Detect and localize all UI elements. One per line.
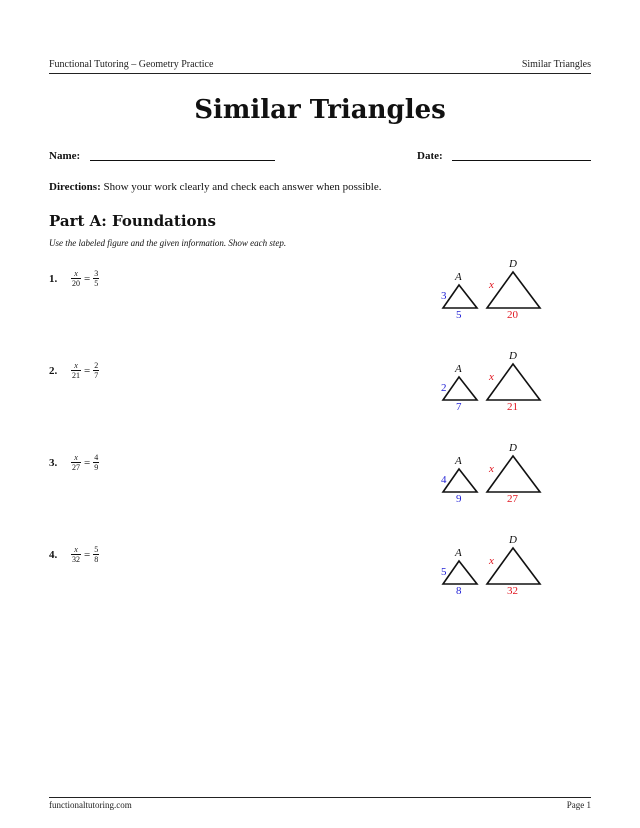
problem-1: [49, 258, 591, 353]
problem-3: [49, 442, 591, 537]
proportion-equation: [71, 545, 99, 564]
rhs-fraction: [93, 361, 99, 380]
rhs-numerator: 3: [94, 269, 99, 278]
rhs-numerator: 2: [94, 361, 99, 370]
rhs-numerator: 4: [94, 453, 99, 462]
small-side-label: 5: [441, 566, 447, 578]
lhs-denominator: 27: [72, 463, 80, 472]
large-side-label: x: [489, 555, 494, 567]
lhs-fraction: [71, 545, 81, 564]
lhs-denominator: 21: [72, 371, 80, 380]
equals-sign: =: [84, 456, 91, 469]
header-rule: [49, 73, 591, 74]
rhs-fraction: [93, 453, 99, 472]
page-title: Similar Triangles: [194, 95, 446, 125]
small-base-label: 9: [456, 493, 462, 505]
large-vertex-label: D: [509, 350, 517, 362]
problem-number: 2.: [49, 365, 58, 377]
name-label: Name:: [49, 150, 81, 162]
small-side-label: 3: [441, 290, 447, 302]
large-triangle: [487, 548, 540, 584]
small-triangle: [443, 561, 477, 584]
directions-text: Show your work clearly and check each answer when possible.: [103, 181, 382, 193]
small-triangle: [443, 469, 477, 492]
large-base-label: 20: [507, 309, 518, 321]
date-label: Date:: [417, 150, 443, 162]
rhs-denominator: 5: [94, 279, 99, 288]
lhs-numerator: x: [74, 545, 78, 554]
rhs-denominator: 9: [94, 463, 99, 472]
large-triangle: [487, 272, 540, 308]
similar-triangles-figure: [437, 442, 547, 517]
problem-number: 3.: [49, 457, 58, 469]
large-vertex-label: D: [509, 258, 517, 270]
equals-sign: =: [84, 548, 91, 561]
directions: [49, 181, 381, 193]
small-base-label: 8: [456, 585, 462, 597]
triangles-drawing: [437, 353, 547, 425]
small-vertex-label: A: [455, 547, 462, 559]
small-base-label: 7: [456, 401, 462, 413]
similar-triangles-figure: [437, 258, 547, 333]
small-side-label: 4: [441, 474, 447, 486]
lhs-fraction: [71, 361, 81, 380]
large-base-label: 27: [507, 493, 518, 505]
triangles-drawing: [437, 537, 547, 609]
rhs-denominator: 7: [94, 371, 99, 380]
problem-number: 4.: [49, 549, 58, 561]
date-field[interactable]: [452, 160, 591, 161]
rhs-fraction: [93, 545, 99, 564]
large-vertex-label: D: [509, 442, 517, 454]
footer-left: functionaltutoring.com: [49, 800, 132, 810]
small-side-label: 2: [441, 382, 447, 394]
lhs-fraction: [71, 453, 81, 472]
lhs-denominator: 20: [72, 279, 80, 288]
rhs-denominator: 8: [94, 555, 99, 564]
problem-4: [49, 534, 591, 629]
problem-2: [49, 350, 591, 445]
large-vertex-label: D: [509, 534, 517, 546]
rhs-fraction: [93, 269, 99, 288]
equals-sign: =: [84, 364, 91, 377]
small-vertex-label: A: [455, 455, 462, 467]
lhs-fraction: [71, 269, 81, 288]
large-base-label: 21: [507, 401, 518, 413]
small-base-label: 5: [456, 309, 462, 321]
similar-triangles-figure: [437, 350, 547, 425]
header-left: Functional Tutoring – Geometry Practice: [49, 59, 214, 70]
large-triangle: [487, 456, 540, 492]
large-base-label: 32: [507, 585, 518, 597]
lhs-numerator: x: [74, 361, 78, 370]
large-side-label: x: [489, 463, 494, 475]
problem-number: 1.: [49, 273, 58, 285]
footer-right: Page 1: [566, 800, 591, 810]
lhs-denominator: 32: [72, 555, 80, 564]
proportion-equation: [71, 361, 99, 380]
triangles-drawing: [437, 445, 547, 517]
rhs-numerator: 5: [94, 545, 99, 554]
section-instruction: Use the labeled figure and the given information. Show each step.: [49, 238, 287, 248]
proportion-equation: [71, 453, 99, 472]
small-triangle: [443, 377, 477, 400]
footer-rule: [49, 797, 591, 798]
section-heading: Part A: Foundations: [49, 212, 216, 230]
directions-label: Directions:: [49, 181, 101, 193]
large-triangle: [487, 364, 540, 400]
large-side-label: x: [489, 371, 494, 383]
name-field[interactable]: [90, 160, 275, 161]
large-side-label: x: [489, 279, 494, 291]
lhs-numerator: x: [74, 269, 78, 278]
small-vertex-label: A: [455, 271, 462, 283]
small-vertex-label: A: [455, 363, 462, 375]
triangles-drawing: [437, 261, 547, 333]
equals-sign: =: [84, 272, 91, 285]
small-triangle: [443, 285, 477, 308]
proportion-equation: [71, 269, 99, 288]
lhs-numerator: x: [74, 453, 78, 462]
similar-triangles-figure: [437, 534, 547, 609]
header-right: Similar Triangles: [521, 59, 591, 70]
